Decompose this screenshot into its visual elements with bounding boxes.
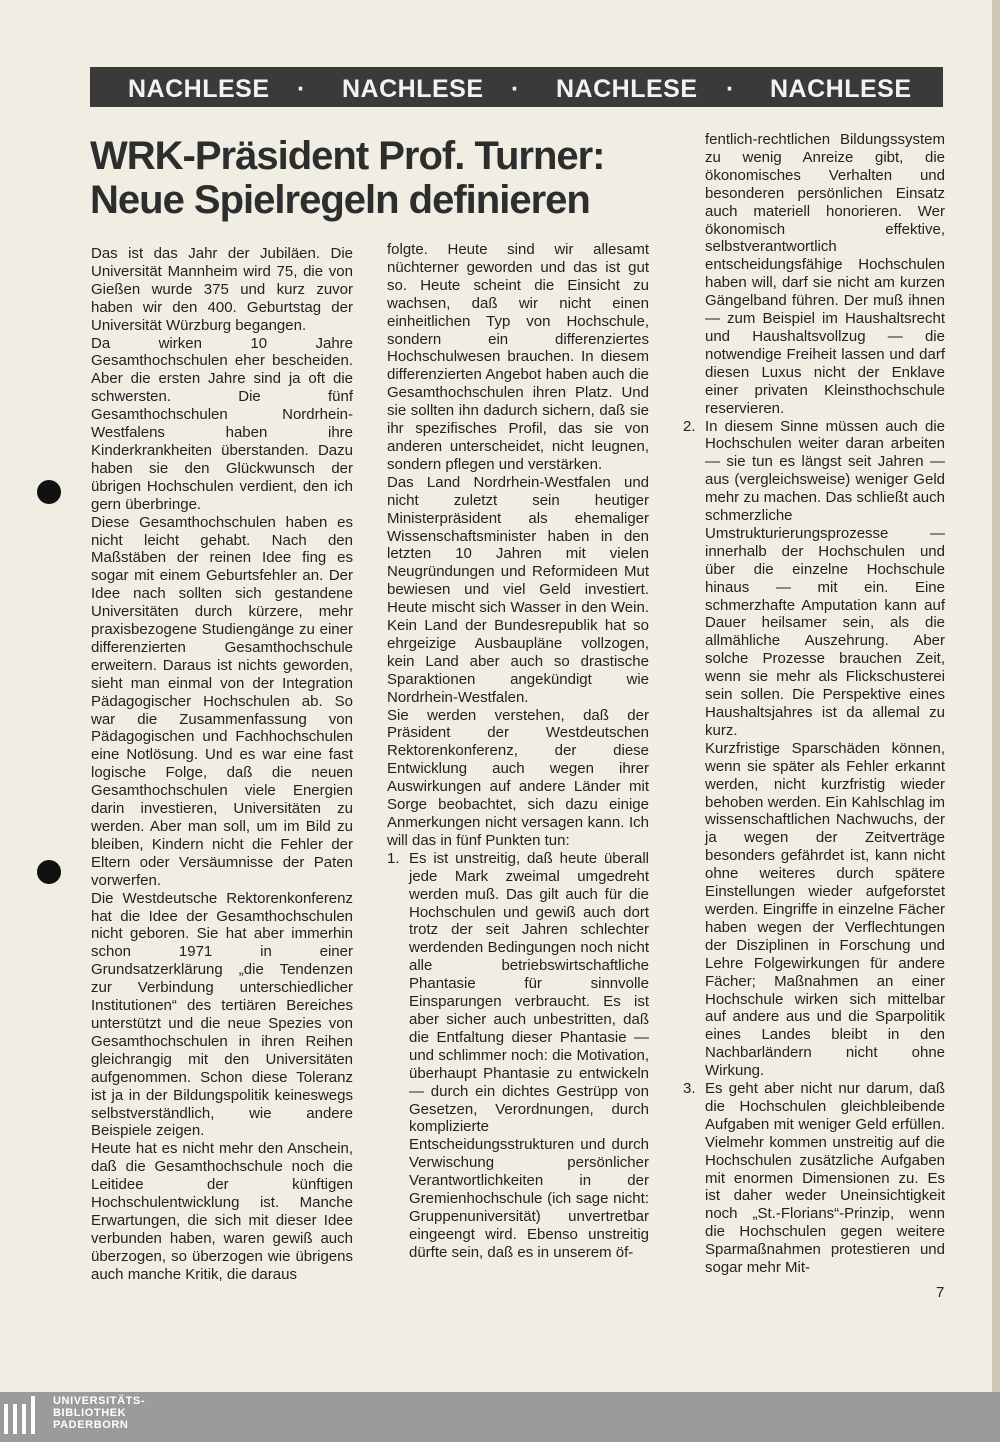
- library-logo-icon: [4, 1396, 44, 1434]
- banner-separator-1: ·: [297, 75, 306, 103]
- page-number: 7: [936, 1284, 945, 1301]
- paragraph: Heute hat es nicht mehr den Anschein, daß die Gesamthochschule noch die Leitidee der künftigen Hochschulentwicklung ist. Manche Erwartungen, die sich mit dieser Idee verbunden haben, waren gewiß auch überzogen, so überzogen wie übrigens auch manche Kritik, die daraus: [91, 1140, 353, 1283]
- library-name-line-1: UNIVERSITÄTS-: [53, 1395, 146, 1407]
- list-item: [387, 850, 649, 1262]
- paragraph: Das ist das Jahr der Jubiläen. Die Universität Mannheim wird 75, die von Gießen wurde 375 und kurz zuvor haben wir den 400. Geburtstag der Universität Würzburg begangen.: [91, 245, 353, 334]
- library-name: [53, 1395, 145, 1431]
- banner-label-4: NACHLESE: [770, 75, 912, 103]
- paragraph: folgte. Heute sind wir allesamt nüchterner geworden und das ist gut so. Heute scheint die Einsicht zu wachsen, daß wir nicht einen einheitlichen Typ von Hochschule, sondern ein differenziertes Hochschulwesen brauchen. In diesem differenzierten Angebot haben auch die Gesamthochschulen ihren Platz. Und sie sollten ihn dadurch sichern, daß sie ihr spezifisches Profil, das sie von anderen unterscheidet, nicht leugnen, sondern pflegen und verstärken.: [387, 241, 649, 473]
- paragraph: Sie werden verstehen, daß der Präsident der Westdeutschen Rektorenkonferenz, der diese Entwicklung auch wegen ihrer Auswirkungen auf andere Länder mit Sorge beobachtet, sich dazu einige Anmerkungen nicht versagen kann. Ich will das in fünf Punkten tun:: [387, 706, 649, 849]
- banner-label-3: NACHLESE: [556, 75, 698, 103]
- banner-label-2: NACHLESE: [342, 75, 484, 103]
- list-item-text: Es ist unstreitig, daß heute überall jede Mark zweimal umgedreht werden muß. Das gilt auch für die Hochschulen und gewiß auch dort trotz der seit Jahren schlechter werdenden Bedingungen noch nicht alle betriebswirtschaftliche Phantasie für sinnvolle Einsparungen verbraucht. Es ist aber sicher auch unbestritten, daß die Entfaltung dieser Phantasie — und schlimmer noch: die Motivation, überhaupt Phantasie zu entwickeln — durch ein dichtes Gestrüpp von Gesetzen, Verordnungen, durch komplizierte Entscheidungsstrukturen und durch Verwischung persönlicher Verantwortlichkeiten in der Gremienhochschule (ich sage nicht: Gruppenuniversität) unvertretbar eingeengt wird. Ebenso unstreitig dürfte sein, daß es in unserem öf-: [409, 849, 649, 1261]
- banner-separator-3: ·: [726, 75, 735, 103]
- library-name-line-2: BIBLIOTHEK: [53, 1407, 127, 1419]
- paragraph: Da wirken 10 Jahre Gesamthochschulen eher bescheiden. Aber die ersten Jahre sind ja oft die schwersten. Die fünf Gesamthochschulen Nordrhein-Westfalens haben ihre Kinderkrankheiten überstanden. Dazu haben sie den Glückwunsch der übrigen Hochschulen verdient, den ich gern überbringe.: [91, 334, 353, 513]
- banner-label-1: NACHLESE: [128, 75, 270, 103]
- list-number: 1.: [387, 849, 400, 867]
- banner-separator-2: ·: [511, 75, 520, 103]
- punch-hole: [37, 860, 61, 884]
- list-item: [683, 1080, 945, 1277]
- list-number: 3.: [683, 1080, 696, 1098]
- paragraph: Die Westdeutsche Rektorenkonferenz hat die Idee der Gesamthochschulen nicht geboren. Sie hat aber immerhin schon 1971 in einer Grundsatzerklärung „die Tendenzen zur Verbindung unterschiedlicher Institutionen“ des tertiären Bereiches unterstützt und die neue Spezies von Gesamthochschulen in ihren Reihen gleichrangig mit den Universitäten aufgenommen. Schon diese Toleranz ist ja in der Bildungspolitik keineswegs selbstverständlich, wie andere Beispiele zeigen.: [91, 889, 353, 1140]
- headline-line-2: Neue Spielregeln definieren: [90, 178, 590, 222]
- paragraph: Diese Gesamthochschulen haben es nicht leicht gehabt. Nach den Maßstäben der reinen Idee fing es sogar mit einem Geburtsfehler an. Der Idee nach sollten sich gestandene Universitäten durch kürzere, mehr praxisbezogene Studiengänge zu einer differenzierten Gesamthochschule erweitern. Daraus ist nichts geworden, sieht man einmal von der Integration Pädagogischer Hochschulen ab. So war die Zusammenfassung von Pädagogischen und Fachhochschulen eine Notlösung. Und es war eine fast logische Folge, daß die neuen Gesamthochschulen viele Energien darin investieren, Universitäten zu werden. Aber man soll, um im Bild zu bleiben, Kindern nicht die Fehler der Eltern oder Versäumnisse der Paten vorwerfen.: [91, 513, 353, 889]
- text-column-2: [387, 241, 649, 1262]
- numbered-list: [683, 131, 945, 1277]
- list-item-text: In diesem Sinne müssen auch die Hochschulen weiter daran arbeiten — sie tun es längst seit Jahren — aus (vergleichsweise) weniger Geld mehr zu machen. Das schließt auch schmerzliche Umstrukturierungsprozesse — innerhalb der Hochschulen und über die einzelne Hochschule hinaus — mit ein. Eine schmerzhafte Amputation kann auf Dauer heilsamer sein, als die allmähliche Auszehrung. Aber solche Prozesse brauchen Zeit, wenn sie mehr als Flickschusterei sein sollen. Die Perspektive eines Haushaltsjahres ist da allemal zu kurz.: [705, 417, 945, 739]
- text-column-1: [91, 245, 353, 1284]
- library-footer: [0, 1392, 1000, 1442]
- numbered-list: [387, 850, 649, 1262]
- list-item-text: fentlich-rechtlichen Bildungssystem zu wenig Anreize gibt, die ökonomisches Verhalten und besonderen persönlichen Einsatz auch materiell honorieren. Wer ökonomisch effektive, selbstverantwortlich entscheidungsfähige Hochschulen haben will, darf sie nicht am kurzen Gängelband führen. Der muß ihnen — zum Beispiel im Haushaltsrecht und Haushaltsvollzug — die notwendige Freiheit lassen und darf diesen Luxus nicht der Enklave einer privaten Kleinsthochschule reservieren.: [705, 131, 945, 417]
- list-item: [683, 418, 945, 1081]
- paper-edge: [992, 0, 1000, 1392]
- list-item-paragraph: Kurzfristige Sparschäden können, wenn sie später als Fehler erkannt werden, nicht kurzfristig wieder behoben werden. Ein Kahlschlag im wissenschaftlichen Nachwuchs, der ja wegen der Zeitverträge besonders gefährdet ist, kann nicht ohne weiteres durch spätere Einstellungen wieder aufgeforstet werden. Eingriffe in einzelne Fächer haben wegen der Verflechtungen der Disziplinen in Forschung und Lehre Folgewirkungen für andere Fächer; Maßnahmen an einer Hochschule wirken sich mittelbar auf andere aus und die Sparpolitik eines Landes bleibt in den Nachbarländern nicht ohne Wirkung.: [705, 739, 945, 1080]
- list-item: [683, 131, 945, 418]
- article-headline: [90, 134, 670, 222]
- headline-line-1: WRK-Präsident Prof. Turner:: [90, 134, 605, 178]
- punch-hole: [37, 480, 61, 504]
- text-column-3: [683, 131, 945, 1277]
- list-item-text: Es geht aber nicht nur darum, daß die Hochschulen gleichbleibende Aufgaben mit weniger Geld erfüllen. Vielmehr kommen unstreitig auf die Hochschulen zusätzliche Aufgaben mit enormen Dimensionen zu. Es ist daher weder Uneinsichtigkeit noch „St.-Florians“-Prinzip, wenn die Hochschulen gegen weitere Sparmaßnahmen protestieren und sogar mehr Mit-: [705, 1080, 945, 1277]
- list-number: 2.: [683, 417, 696, 435]
- section-banner: [90, 67, 943, 107]
- paragraph: Das Land Nordrhein-Westfalen und nicht zuletzt sein heutiger Ministerpräsident als ehemaliger Wissenschaftsminister haben in den letzten 10 Jahren mit vielen Neugründungen und Reformideen Mut bewiesen und viel Geld investiert. Heute mischt sich Wasser in den Wein. Kein Land der Bundesrepublik hat so ehrgeizige Ausbaupläne vollzogen, kein Land aber auch so drastische Sparaktionen angekündigt wie Nordrhein-Westfalen.: [387, 473, 649, 706]
- library-name-line-3: PADERBORN: [53, 1419, 129, 1431]
